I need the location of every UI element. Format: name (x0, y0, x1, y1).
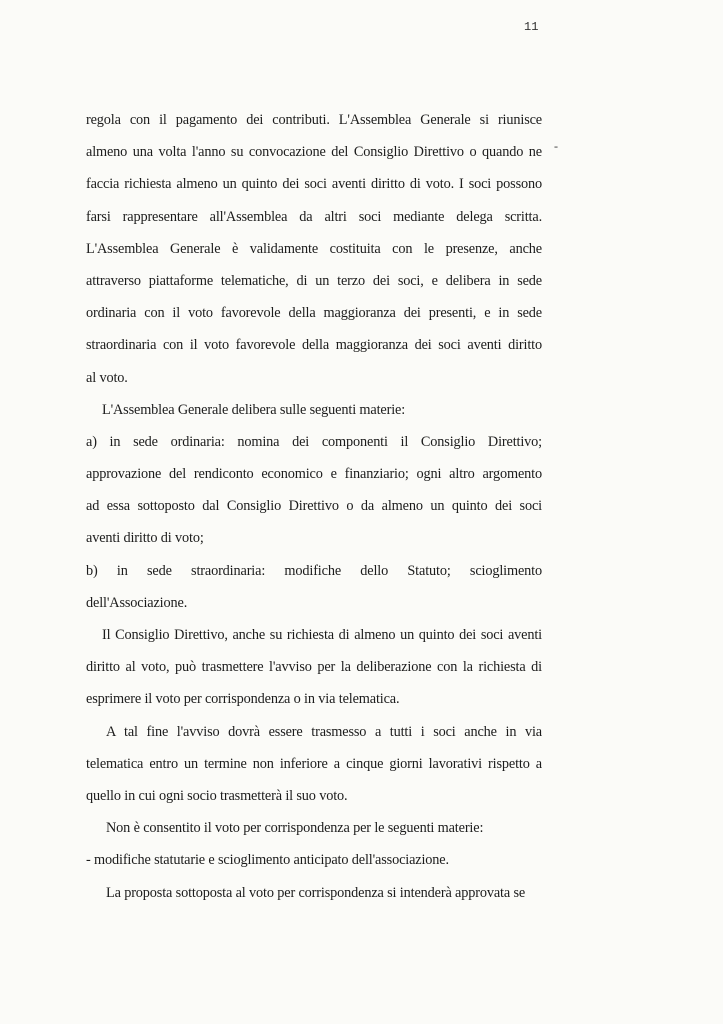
text-line: b) in sede straordinaria: modifiche dello Statuto; scioglimento (86, 562, 542, 579)
text-line: L'Assemblea Generale è validamente costituita con le presenze, anche (86, 240, 542, 257)
text-line: Il Consiglio Direttivo, anche su richiesta di almeno un quinto dei soci aventi (102, 627, 542, 643)
text-line: diritto al voto, può trasmettere l'avviso per la deliberazione con la richiesta di (86, 659, 542, 676)
text-line: esprimere il voto per corrispondenza o in via telematica. (86, 691, 400, 708)
margin-mark: - (554, 139, 558, 153)
text-line: approvazione del rendiconto economico e finanziario; ogni altro argomento (86, 466, 542, 483)
text-line: quello in cui ogni socio trasmetterà il suo voto. (86, 787, 348, 804)
text-line: faccia richiesta almeno un quinto dei soci aventi diritto di voto. I soci possono (86, 176, 542, 193)
text-line: al voto. (86, 369, 128, 386)
text-line: ordinaria con il voto favorevole della maggioranza dei presenti, e in sede (86, 305, 542, 322)
text-line: a) in sede ordinaria: nomina dei componenti il Consiglio Direttivo; (86, 433, 542, 450)
text-line: regola con il pagamento dei contributi. L'Assemblea Generale si riunisce (86, 112, 542, 128)
text-line: - modifiche statutarie e scioglimento anticipato dell'associazione. (86, 852, 449, 869)
text-line: farsi rappresentare all'Assemblea da altri soci mediante delega scritta. (86, 208, 542, 225)
text-line: Non è consentito il voto per corrispondenza per le seguenti materie: (106, 820, 484, 837)
text-line: dell'Associazione. (86, 594, 188, 611)
text-line: straordinaria con il voto favorevole della maggioranza dei soci aventi diritto (86, 337, 542, 354)
text-line: aventi diritto di voto; (86, 530, 204, 547)
text-line: La proposta sottoposta al voto per corrispondenza si intenderà approvata se (106, 884, 526, 901)
text-line: A tal fine l'avviso dovrà essere trasmesso a tutti i soci anche in via (106, 723, 542, 740)
text-line: attraverso piattaforme telematiche, di un terzo dei soci, e delibera in sede (86, 272, 542, 289)
text-line: telematica entro un termine non inferiore a cinque giorni lavorativi rispetto a (86, 755, 542, 772)
text-line: almeno una volta l'anno su convocazione del Consiglio Direttivo o quando ne (86, 144, 542, 161)
text-line: L'Assemblea Generale delibera sulle seguenti materie: (102, 401, 406, 418)
page-number: 11 (524, 20, 539, 34)
text-line: ad essa sottoposto dal Consiglio Direttivo o da almeno un quinto dei soci (86, 498, 542, 515)
document-body (86, 104, 542, 909)
